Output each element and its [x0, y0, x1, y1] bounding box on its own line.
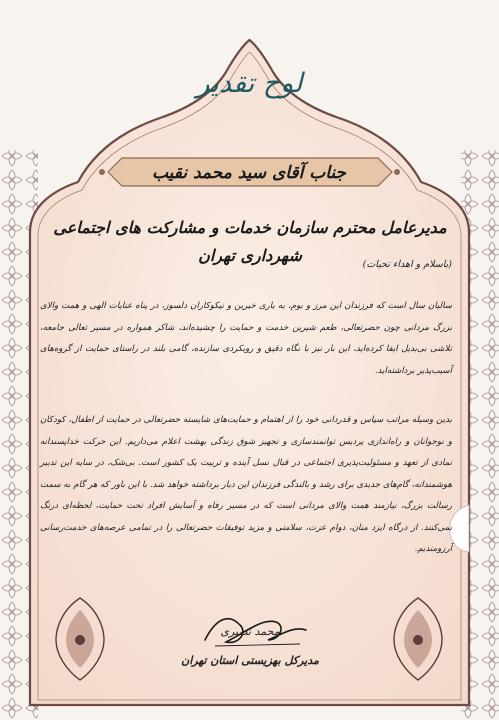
body-paragraph-2: بدین وسیله مراتب سپاس و قدردانی خود را از اهتمام و حمایت‌های شایسته حضرتعالی در حمایت از اطفال، کودکان و نوجوانان و راه‌اندازی پردیس توانمندسازی و تجهیز شوق زندگی بهشت اعلام می‌داریم. این حرکت خداپسندانه نمادی از تعهد و مسئولیت‌پذیری اجتماعی در قبال نسل آینده و تربیت یک کشور است. بی‌شک، در سایه این تدبیر هوشمندانه، گام‌های جدیدی برای رشد و بالندگی فرزندان این دیار برداشته خواهد شد. با این باور که هر گام به سمت رسالت بزرگ، نیازمند همت والای مردانی است که در مسیر رفاه و آسایش افراد تحت حمایت، لحظه‌ای درنگ نمی‌کنند. از درگاه ایزد منان، دوام عزت، سلامتی و مزید توفیقات حضرتعالی را در تمامی عرصه‌های خدمت‌رسانی آرزومندیم. — [40, 415, 452, 554]
signatory-title: مدیرکل بهزیستی استان تهران — [181, 654, 319, 667]
signatory-name: محمد نصیری — [220, 625, 280, 638]
body-paragraph-1: سالیان سال است که فرزندان این مرز و بوم، به یاری خیرین و نیکوکاران دلسوز، در پناه عنایات الهی و همت والای بزرگ مردانی چون حضرتعالی، طعم شیرین خدمت و حمایت را چشیده‌اند، شاکر همواره در مسیر تعالی جامعه، تلاشی بی‌بدیل ایفا کرده‌اید، این بار نیز با نگاه دقیق و رویکردی سازنده، گامی بلند در راستای حمایت از گروه‌های آسیب‌پذیر برداشته‌اید. — [40, 301, 452, 376]
greeting-line: (باسلام و اهداء تحیات) — [362, 259, 452, 270]
recipient-name: جناب آقای سید محمد نقیب — [151, 163, 347, 183]
recipient-position: مدیرعامل محترم سازمان خدمات و مشارکت های اجتماعی شهرداری تهران — [53, 218, 447, 265]
certificate-heading: لوح تقدیر — [196, 68, 303, 99]
